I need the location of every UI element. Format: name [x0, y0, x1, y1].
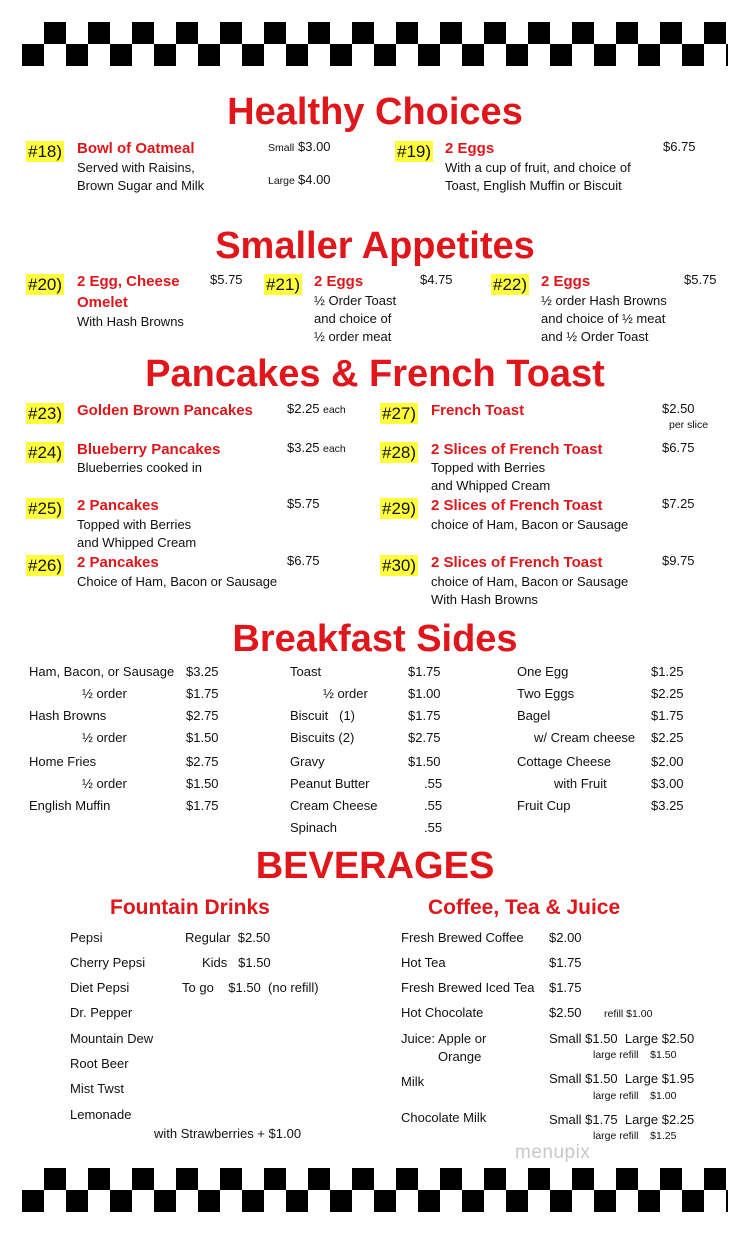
side-item-price: $2.75: [186, 708, 219, 723]
side-item-name: One Egg: [517, 664, 569, 679]
refill-note: large refill $1.00: [593, 1090, 677, 1102]
item-name: 2 Pancakes: [77, 497, 159, 514]
side-item-price: $3.25: [186, 664, 219, 679]
item-number: #21): [266, 275, 301, 294]
coffee-item-price: $2.00: [549, 930, 582, 945]
item-name: 2 Slices of French Toast: [431, 554, 603, 571]
fountain-drink: Dr. Pepper: [70, 1005, 133, 1020]
item-description: ½ order meat: [314, 329, 392, 344]
checker-border-top: [22, 22, 728, 66]
fountain-drinks-title: Fountain Drinks: [110, 896, 270, 919]
refill-note: refill $1.00: [604, 1008, 653, 1020]
item-name: Blueberry Pancakes: [77, 441, 221, 458]
fountain-drink: Pepsi: [70, 930, 103, 945]
price-unit: each: [323, 443, 346, 455]
fountain-price-to-go: To go $1.50 (no refill): [182, 980, 319, 995]
coffee-item-price: Small $1.50 Large $1.95: [549, 1071, 695, 1086]
side-item-name: Home Fries: [29, 754, 97, 769]
item-price: $2.50: [662, 401, 695, 416]
fountain-drink: Mountain Dew: [70, 1031, 154, 1046]
item-price: $9.75: [662, 553, 695, 568]
item-description: With a cup of fruit, and choice of: [445, 160, 631, 175]
checker-border-bottom: [22, 1168, 728, 1212]
side-item-price: $1.75: [408, 708, 441, 723]
side-item-name: Gravy: [290, 754, 325, 769]
item-number: #20): [28, 275, 63, 294]
side-item-price: .55: [424, 820, 443, 835]
item-price: $2.25: [287, 401, 320, 416]
watermark: menupix: [515, 1142, 591, 1163]
item-description: and Whipped Cream: [431, 478, 551, 493]
side-item-price: .55: [424, 776, 443, 791]
side-item-name: w/ Cream cheese: [534, 730, 636, 745]
fountain-drink: Mist Twst: [70, 1081, 124, 1096]
item-description: With Hash Browns: [431, 592, 538, 607]
item-number: #18): [28, 142, 63, 161]
coffee-item-price: Small $1.50 Large $2.50: [549, 1031, 695, 1046]
item-price: $3.25: [287, 440, 320, 455]
coffee-item-name: Fresh Brewed Coffee: [401, 930, 524, 945]
item-name: 2 Eggs: [314, 273, 364, 290]
item-name: 2 Eggs: [445, 140, 495, 157]
item-price: $4.75: [420, 272, 453, 287]
side-item-price: $2.25: [651, 730, 684, 745]
fountain-drink: Lemonade: [70, 1107, 132, 1122]
price-unit: per slice: [669, 419, 709, 431]
coffee-item-price: $1.75: [549, 980, 582, 995]
item-description: With Hash Browns: [77, 314, 184, 329]
item-description: Toast, English Muffin or Biscuit: [445, 178, 622, 193]
item-description: Brown Sugar and Milk: [77, 178, 205, 193]
item-number: #22): [493, 275, 528, 294]
side-item-price: $1.75: [186, 686, 219, 701]
item-description: and ½ Order Toast: [541, 329, 649, 344]
side-item-price: $2.75: [408, 730, 441, 745]
item-name: 2 Pancakes: [77, 554, 159, 571]
item-price: $4.00: [298, 172, 331, 187]
size-label: Large: [268, 175, 295, 187]
item-price: $6.75: [662, 440, 695, 455]
item-price: $6.75: [287, 553, 320, 568]
item-price: $5.75: [684, 272, 717, 287]
coffee-item-name: Fresh Brewed Iced Tea: [401, 980, 535, 995]
side-item-price: $2.25: [651, 686, 684, 701]
coffee-item-name: Milk: [401, 1074, 425, 1089]
side-item-name: Cream Cheese: [290, 798, 378, 813]
side-item-price: $3.25: [651, 798, 684, 813]
item-name: 2 Slices of French Toast: [431, 497, 603, 514]
item-price: $5.75: [210, 272, 243, 287]
side-item-price: $1.75: [408, 664, 441, 679]
section-title-breakfast-sides: Breakfast Sides: [232, 618, 518, 660]
side-item-name: Two Eggs: [517, 686, 575, 701]
side-item-name: Biscuits (2): [290, 730, 355, 745]
side-item-price: $2.75: [186, 754, 219, 769]
refill-note: large refill $1.25: [593, 1130, 677, 1142]
side-item-name: ½ order: [323, 686, 368, 701]
item-price: $7.25: [662, 496, 695, 511]
item-name: 2 Egg, Cheese: [77, 273, 180, 290]
side-item-name: Cottage Cheese: [517, 754, 611, 769]
side-item-price: $1.75: [186, 798, 219, 813]
item-description: Served with Raisins,: [77, 160, 195, 175]
refill-note: large refill $1.50: [593, 1049, 677, 1061]
item-number: #24): [28, 443, 63, 462]
item-description: and choice of ½ meat: [541, 311, 666, 326]
side-item-price: $1.50: [408, 754, 441, 769]
fountain-price-kids: Kids $1.50: [202, 955, 271, 970]
item-number: #25): [28, 499, 63, 518]
item-price: $3.00: [298, 139, 331, 154]
side-item-name: Hash Browns: [29, 708, 107, 723]
item-description: and Whipped Cream: [77, 535, 197, 550]
side-item-name: with Fruit: [554, 776, 607, 791]
lemonade-strawberries-price: with Strawberries + $1.00: [154, 1126, 302, 1141]
coffee-item-price: $1.75: [549, 955, 582, 970]
item-number: #19): [397, 142, 432, 161]
side-item-price: $3.00: [651, 776, 684, 791]
item-description: Choice of Ham, Bacon or Sausage: [77, 574, 278, 589]
coffee-item-name: Chocolate Milk: [401, 1110, 487, 1125]
coffee-item-name: Juice: Apple or: [401, 1031, 487, 1046]
side-item-name: Spinach: [290, 820, 337, 835]
side-item-price: $1.75: [651, 708, 684, 723]
fountain-drink: Cherry Pepsi: [70, 955, 146, 970]
item-number: #30): [382, 556, 417, 575]
side-item-name: ½ order: [82, 776, 127, 791]
side-item-name: Fruit Cup: [517, 798, 571, 813]
item-price: $6.75: [663, 139, 696, 154]
side-item-name: Bagel: [517, 708, 551, 723]
section-title-healthy-choices: Healthy Choices: [227, 91, 523, 133]
side-item-name: Ham, Bacon, or Sausage: [29, 664, 175, 679]
price-unit: each: [323, 404, 346, 416]
side-item-name: ½ order: [82, 686, 127, 701]
side-item-name: English Muffin: [29, 798, 111, 813]
side-item-price: $1.00: [408, 686, 441, 701]
side-item-name: Toast: [290, 664, 322, 679]
side-item-price: $2.00: [651, 754, 684, 769]
item-name: 2 Slices of French Toast: [431, 441, 603, 458]
side-item-name: Biscuit (1): [290, 708, 356, 723]
item-description: and choice of: [314, 311, 392, 326]
coffee-item-name: Hot Chocolate: [401, 1005, 484, 1020]
fountain-price-regular: Regular $2.50: [185, 930, 271, 945]
side-item-price: $1.50: [186, 776, 219, 791]
item-description: ½ order Hash Browns: [541, 293, 667, 308]
coffee-item-price: $2.50: [549, 1005, 582, 1020]
side-item-name: ½ order: [82, 730, 127, 745]
item-description: Topped with Berries: [77, 517, 192, 532]
item-description: ½ Order Toast: [314, 293, 397, 308]
item-description: choice of Ham, Bacon or Sausage: [431, 517, 629, 532]
coffee-tea-juice-title: Coffee, Tea & Juice: [428, 896, 621, 919]
item-description: Topped with Berries: [431, 460, 546, 475]
section-title-beverages: BEVERAGES: [255, 845, 495, 887]
item-name: Omelet: [77, 294, 128, 311]
item-description: choice of Ham, Bacon or Sausage: [431, 574, 629, 589]
item-number: #28): [382, 443, 417, 462]
section-title-pancakes-french-toast: Pancakes & French Toast: [145, 353, 605, 395]
coffee-item-price: Small $1.75 Large $2.25: [549, 1112, 695, 1127]
item-name: Bowl of Oatmeal: [77, 140, 195, 157]
side-item-name: Peanut Butter: [290, 776, 370, 791]
item-number: #26): [28, 556, 63, 575]
side-item-price: $1.25: [651, 664, 684, 679]
item-name: 2 Eggs: [541, 273, 591, 290]
fountain-drink: Root Beer: [70, 1056, 129, 1071]
item-description: Blueberries cooked in: [77, 460, 203, 475]
item-price: $5.75: [287, 496, 320, 511]
side-item-price: $1.50: [186, 730, 219, 745]
item-number: #27): [382, 404, 417, 423]
item-number: #23): [28, 404, 63, 423]
side-item-price: .55: [424, 798, 443, 813]
section-title-smaller-appetites: Smaller Appetites: [215, 225, 535, 267]
coffee-item-name: Hot Tea: [401, 955, 446, 970]
coffee-item-name: Orange: [438, 1049, 482, 1064]
item-name: French Toast: [431, 402, 525, 419]
item-name: Golden Brown Pancakes: [77, 402, 253, 419]
fountain-drink: Diet Pepsi: [70, 980, 130, 995]
size-label: Small: [268, 142, 295, 154]
item-number: #29): [382, 499, 417, 518]
